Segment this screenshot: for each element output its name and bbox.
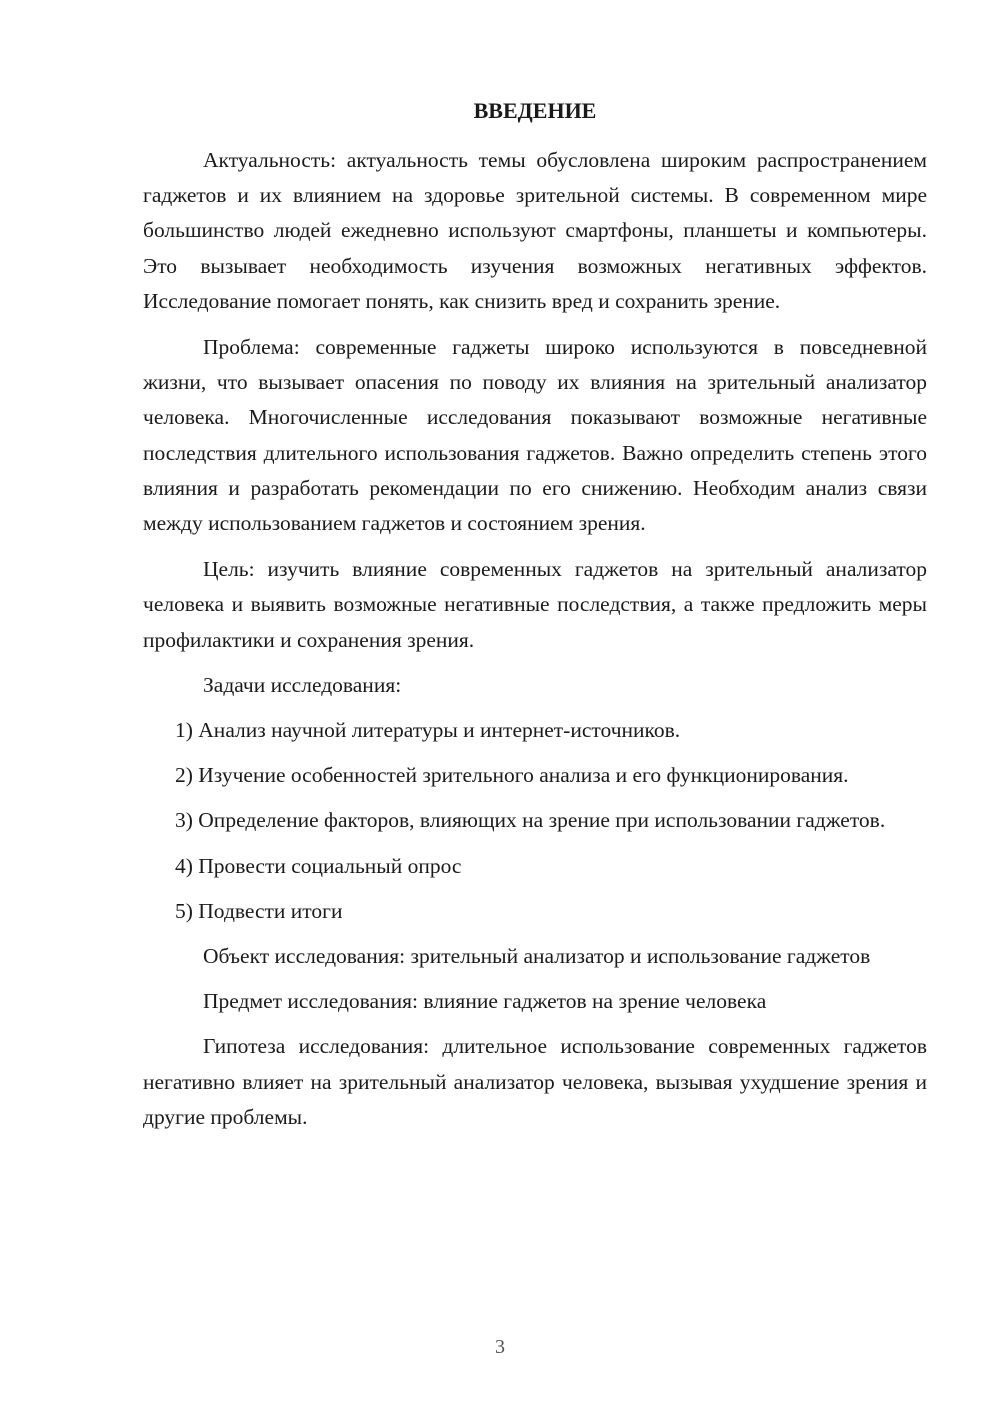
task-item-1: 1) Анализ научной литературы и интернет-источников. (175, 718, 681, 743)
paragraph-hypothesis: Гипотеза исследования: длительное использование современных гаджетов негативно влияет на зрительный анализатор человека, вызывая ухудшение зрения и другие проблемы. (143, 1034, 927, 1129)
page-number: 3 (495, 1336, 505, 1358)
task-item-2: 2) Изучение особенностей зрительного анализа и его функционирования. (175, 763, 849, 788)
paragraph-goal: Цель: изучить влияние современных гаджетов на зрительный анализатор человека и выявить возможные негативные последствия, а также предложить меры профилактики и сохранения зрения. (143, 557, 927, 652)
document-body (143, 143, 927, 1135)
task-item-4: 4) Провести социальный опрос (175, 853, 462, 878)
task-item-3: 3) Определение факторов, влияющих на зрение при использовании гаджетов. (175, 808, 886, 833)
paragraph-object: Объект исследования: зрительный анализатор и использование гаджетов (203, 944, 871, 969)
paragraph-subject: Предмет исследования: влияние гаджетов на зрение человека (203, 989, 767, 1014)
paragraph-tasks-heading: Задачи исследования: (203, 672, 402, 697)
page-title: ВВЕДЕНИЕ (473, 98, 597, 123)
task-item-5: 5) Подвести итоги (175, 898, 343, 923)
paragraph-problem: Проблема: современные гаджеты широко используются в повседневной жизни, что вызывает опасения по поводу их влияния на зрительный анализатор человека. Многочисленные исследования показывают возможные негативные последствия длительного использования гаджетов. Важно определить степень этого влияния и разработать рекомендации по его снижению. Необходим анализ связи между использованием гаджетов и состоянием зрения. (143, 335, 927, 536)
paragraph-relevance: Актуальность: актуальность темы обусловлена широким распространением гаджетов и их влиянием на здоровье зрительной системы. В современном мире большинство людей ежедневно используют смартфоны, планшеты и компьютеры. Это вызывает необходимость изучения возможных негативных эффектов. Исследование помогает понять, как снизить вред и сохранить зрение. (143, 148, 927, 313)
